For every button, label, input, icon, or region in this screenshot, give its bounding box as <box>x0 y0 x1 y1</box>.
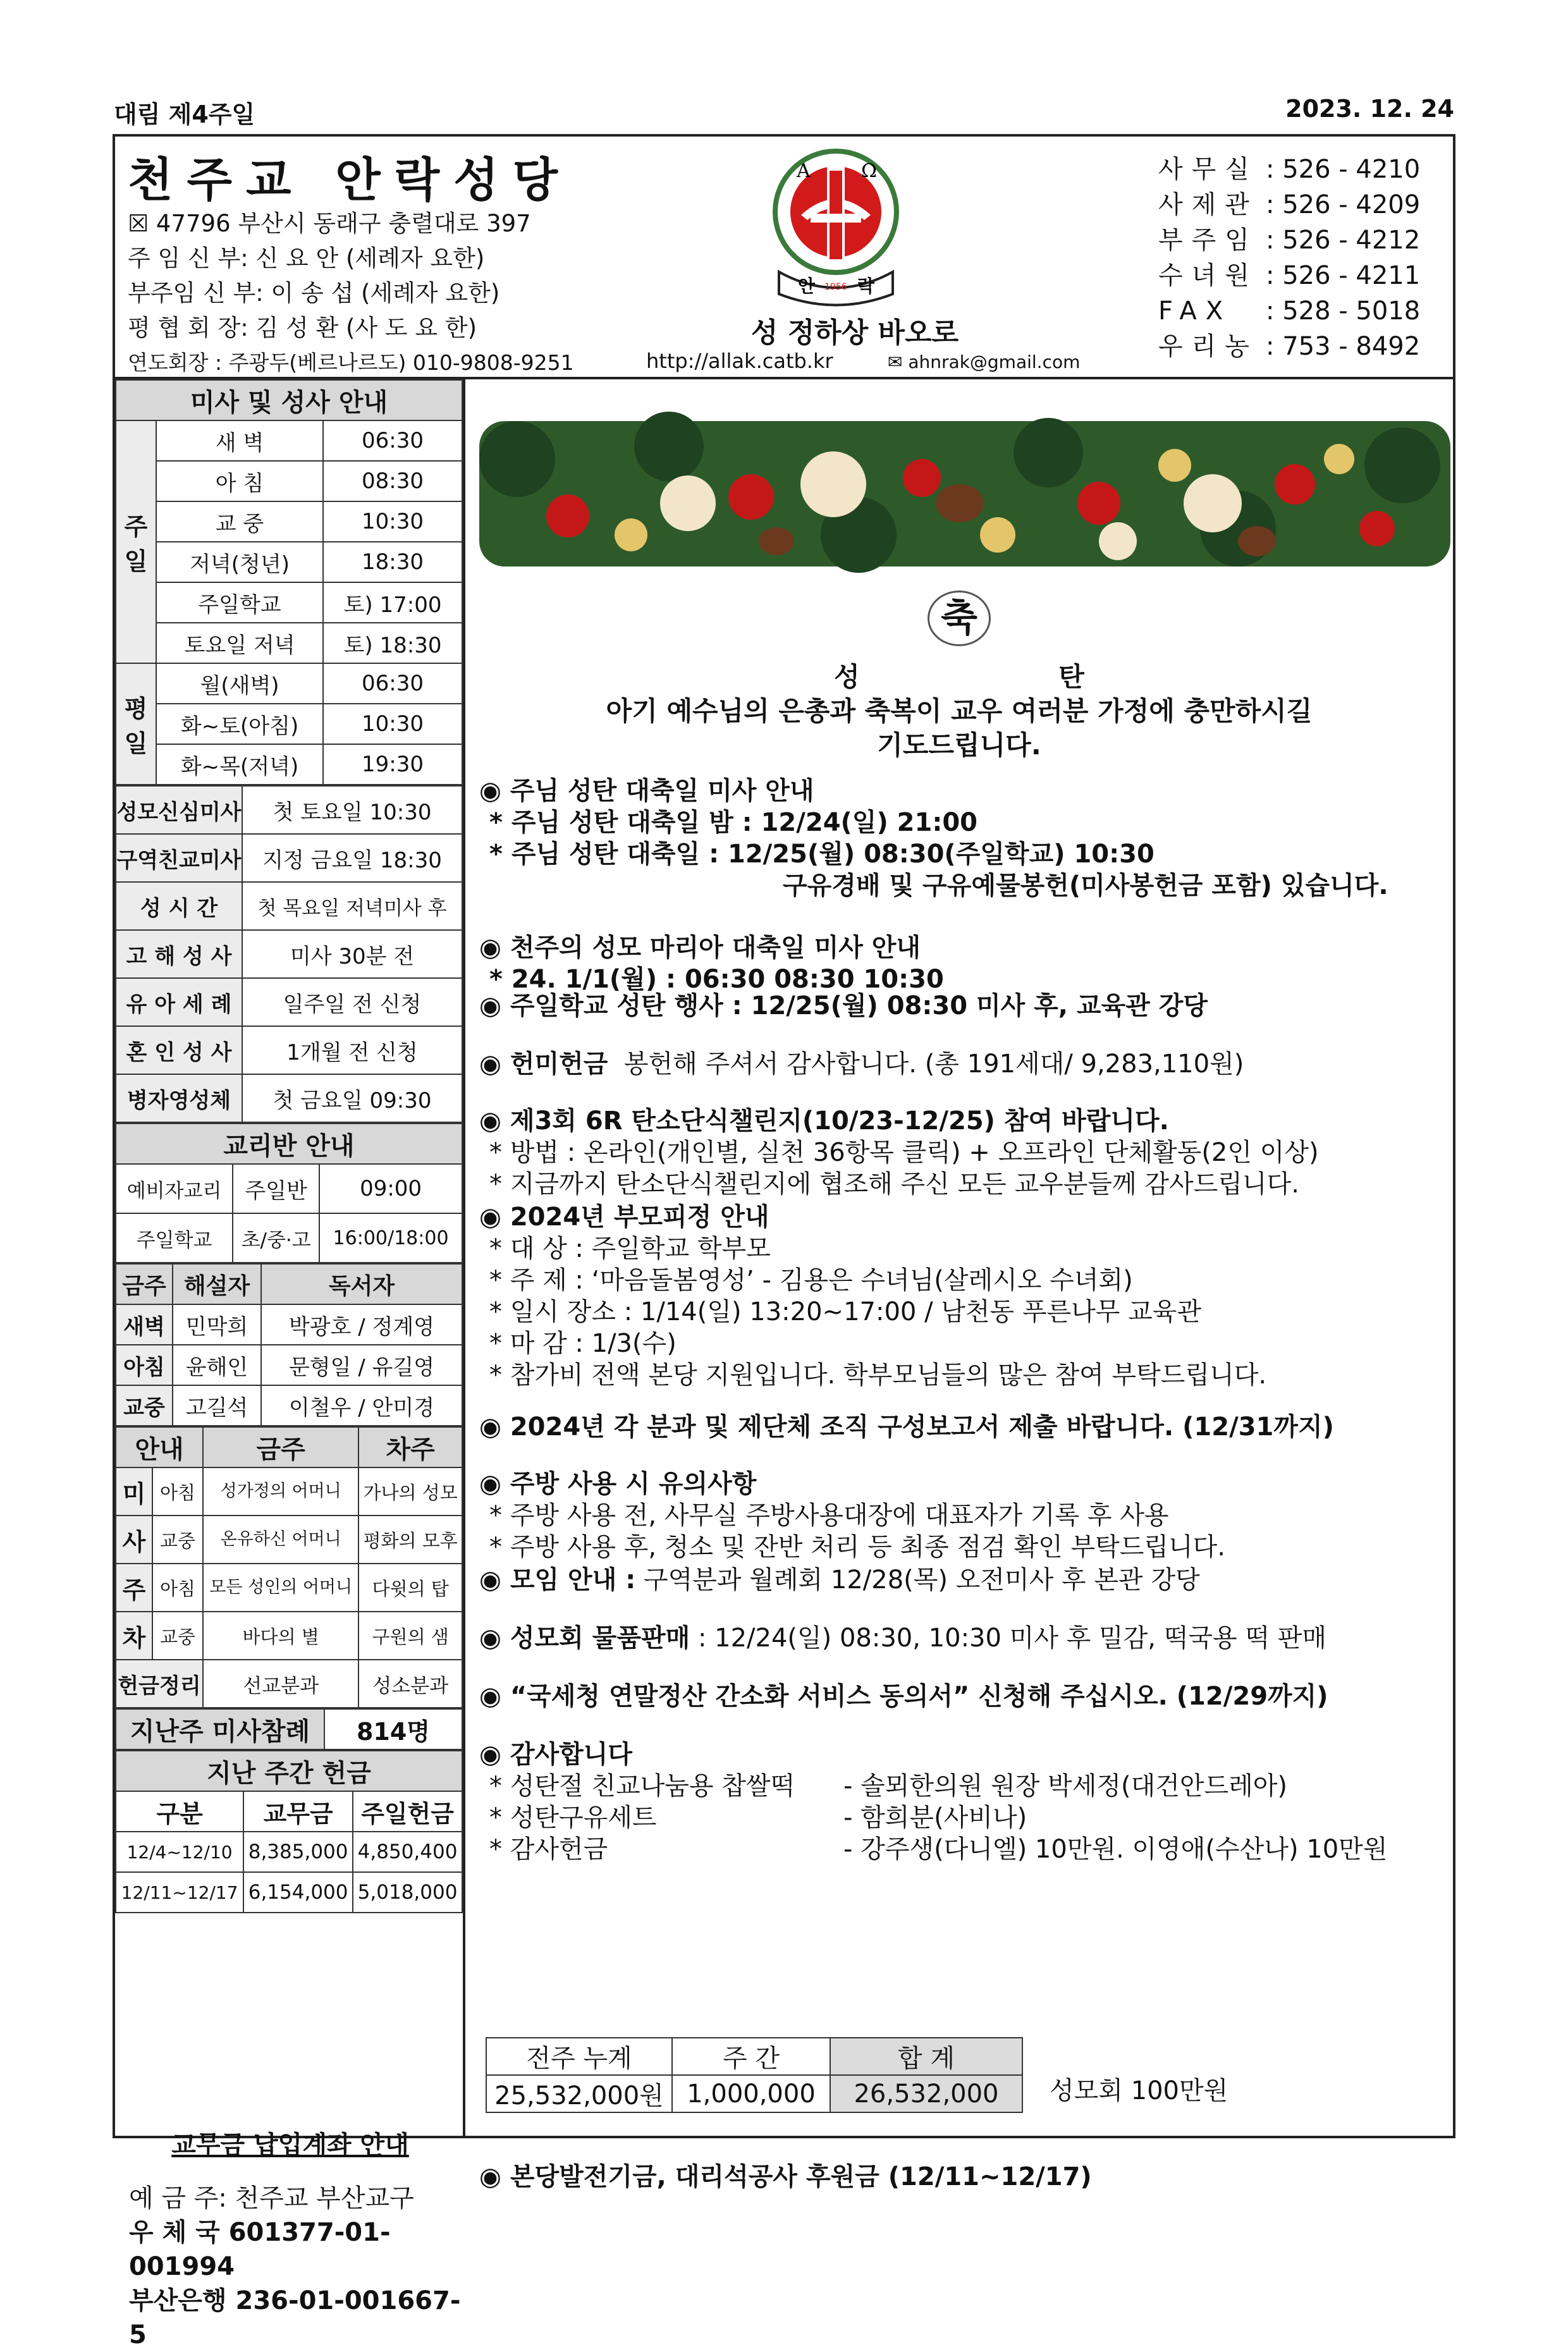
website-link[interactable]: http://allak.catb.kr <box>646 349 833 373</box>
guide-next-week: 평화의 모후 <box>358 1516 462 1564</box>
donation-table <box>486 2037 1023 2113</box>
logo-an: 안 <box>798 276 816 297</box>
class-time: 09:00 <box>319 1164 462 1213</box>
greeting-line-2: 기도드립니다. <box>877 730 1041 761</box>
busan-bank-account: 부산은행 236-01-001667-5 <box>129 2286 461 2349</box>
readers-header: 금주 <box>116 1264 173 1304</box>
phone-label: FAX <box>1158 297 1232 326</box>
sacrament-name: 병자영성체 <box>116 1074 242 1122</box>
notice-org-report: ◉ 2024년 각 분과 및 제단체 조직 구성보고서 제출 바랍니다. (12/31까지) <box>479 1412 1334 1442</box>
sacrament-name: 고 해 성 사 <box>116 930 242 978</box>
mass-schedule-title: 미사 및 성사 안내 <box>116 380 462 420</box>
notice-tax-service: ◉ “국세청 연말정산 간소화 서비스 동의서” 신청해 주십시오. (12/29까지) <box>479 1682 1328 1711</box>
donation-total: 26,532,000 <box>830 2075 1022 2112</box>
guide-header: 안내 <box>116 1427 203 1467</box>
counting-next-week: 성소분과 <box>358 1660 462 1708</box>
address: ☒ 47796 부산시 동래구 충렬대로 397 <box>128 210 531 237</box>
guide-slot: 교중 <box>152 1516 203 1564</box>
sacrament-time: 1개월 전 신청 <box>242 1026 462 1074</box>
guide-header: 차주 <box>358 1427 462 1467</box>
account-title: 교무금 납입계좌 안내 <box>171 2131 409 2160</box>
council-president-line: 평 협 회 장: 김 성 환 (사 도 요 한) <box>128 314 477 341</box>
attendance-table <box>115 1708 463 1750</box>
guide-cha: 차 <box>116 1612 152 1660</box>
assistant-pastor-line: 부주임 신 부: 이 송 섭 (세례자 요한) <box>128 279 500 307</box>
guide-next-week: 가나의 성모 <box>358 1467 462 1516</box>
guide-ju: 주 <box>116 1564 152 1612</box>
class-name: 주일학교 <box>116 1213 233 1263</box>
guide-this-week: 모든 성인의 어머니 <box>203 1564 358 1612</box>
bulletin-date: 2023. 12. 24 <box>1285 95 1454 123</box>
notice-parent-retreat: ◉ 2024년 부모피정 안내 * 대 상 : 주일학교 학부모 * 주 제 : ‘마음돌봄영성’ - 김용은 수녀님(살레시오 수녀회) * 일시 장소 : 1/14(일) 13:20~17:00 / 남천동 푸른나무 교육관 * 마 감 : 1/3(수) * 참가비 전액 본당 지원입니다. 학부모님들의 많은 참여 부탁드립니다. <box>479 1203 1267 1390</box>
class-group: 주일반 <box>233 1164 319 1213</box>
readers-header: 독서자 <box>261 1264 462 1304</box>
header <box>115 137 1453 379</box>
phone-label: 사제관 <box>1158 190 1258 219</box>
sacrament-name: 혼 인 성 사 <box>116 1026 242 1074</box>
sacrament-time: 첫 금요일 09:30 <box>242 1074 462 1122</box>
sidebar <box>115 379 465 2136</box>
guide-this-week: 바다의 별 <box>203 1612 358 1660</box>
phone-list <box>1158 152 1420 364</box>
mass-name: 화~목(저녁) <box>156 744 323 785</box>
offering-dues: 6,154,000 <box>243 1872 353 1913</box>
attendance-label: 지난주 미사참례 <box>116 1709 324 1749</box>
phone-number: : 526 - 4210 <box>1266 155 1421 184</box>
mass-time: 19:30 <box>323 744 462 785</box>
class-name: 예비자교리 <box>116 1164 233 1213</box>
counting-label: 헌금정리 <box>116 1660 203 1708</box>
parish-title: 천주교 안락성당 <box>128 153 572 207</box>
mass-name: 화~토(아침) <box>156 704 323 744</box>
notice-thanks: ◉ 감사합니다 * 성탄절 친교나눔용 찹쌀떡 - 솔뫼한의원 원장 박세정(대건안드레아) * 성탄구유세트 - 함희분(사비나) * 감사헌금 - 강주생(다니엘) 10만원. 이영애(수산나) 10만원 <box>479 1740 1388 1864</box>
class-time: 16:00/18:00 <box>319 1213 462 1263</box>
commentator: 민막희 <box>173 1304 261 1345</box>
guide-this-week: 온유하신 어머니 <box>203 1516 358 1564</box>
notice-building-fund: ◉ 본당발전기금, 대리석공사 후원금 (12/11~12/17) <box>479 2162 1092 2191</box>
guide-mi: 미 <box>116 1467 152 1516</box>
offering-sunday: 5,018,000 <box>353 1872 462 1913</box>
sacrament-name: 성모신심미사 <box>116 786 242 834</box>
guide-this-week: 성가정의 어머니 <box>203 1467 358 1516</box>
offering-period: 12/4~12/10 <box>116 1832 243 1872</box>
commentator: 윤해인 <box>173 1345 261 1385</box>
notice-mary-mass: ◉ 천주의 성모 마리아 대축일 미사 안내 * 24. 1/1(월) : 06:30 08:30 10:30 <box>479 933 944 994</box>
readers-header: 해설자 <box>173 1264 261 1304</box>
liturgical-week: 대림 제4주일 <box>114 101 255 128</box>
donation-note: 성모회 100만원 <box>1050 2076 1228 2105</box>
mass-name: 월(새벽) <box>156 663 323 704</box>
phone-number: : 753 - 8492 <box>1266 332 1421 361</box>
mass-slot: 새벽 <box>116 1304 173 1345</box>
christmas-garland-image <box>479 408 1450 579</box>
donation-weekly: 1,000,000 <box>672 2075 830 2112</box>
notice-sunday-school: ◉ 주일학교 성탄 행사 : 12/25(월) 08:30 미사 후, 교육관 강당 <box>479 991 1208 1020</box>
parish-logo <box>766 145 905 310</box>
account-holder: 예 금 주: 천주교 부산교구 <box>129 2184 414 2213</box>
notice-kitchen: ◉ 주방 사용 시 유의사항 * 주방 사용 전, 사무실 주방사용대장에 대표자가 기록 후 사용 * 주방 사용 후, 청소 및 잔반 처리 등 최종 점검 확인 부탁드립니다. <box>479 1469 1226 1562</box>
donation-cumulative: 25,532,000원 <box>486 2075 672 2112</box>
mass-name: 아 침 <box>156 461 323 501</box>
sacrament-time: 첫 토요일 10:30 <box>242 786 462 834</box>
mass-time: 06:30 <box>323 663 462 704</box>
offering-dues: 8,385,000 <box>243 1832 353 1872</box>
mass-time: 08:30 <box>323 461 462 501</box>
mass-time: 06:30 <box>323 420 462 461</box>
phone-label: 부주임 <box>1158 226 1258 255</box>
mass-time: 18:30 <box>323 542 462 582</box>
catechism-table <box>115 1123 463 1263</box>
post-office-account: 우 체 국 601377-01-001994 <box>129 2218 391 2281</box>
offering-period: 12/11~12/17 <box>116 1872 243 1913</box>
account-lines <box>115 2181 465 2352</box>
celebration-badge: 축 <box>465 588 1453 642</box>
account-info <box>115 2128 465 2172</box>
phone-label: 우리농 <box>1158 332 1258 361</box>
offering-header: 교무금 <box>243 1791 353 1832</box>
phone-number: : 526 - 4209 <box>1266 190 1421 219</box>
phone-label: 사무실 <box>1158 155 1258 184</box>
sacrament-time: 지정 금요일 18:30 <box>242 834 462 882</box>
pastor-line: 주 임 신 부: 신 요 안 (세례자 요한) <box>128 245 485 272</box>
mass-name: 교 중 <box>156 501 323 542</box>
guide-sa: 사 <box>116 1516 152 1564</box>
greeting-line-1: 아기 예수님의 은총과 축복이 교우 여러분 가정에 충만하시길 <box>606 695 1313 726</box>
guide-header: 금주 <box>203 1427 358 1467</box>
sacrament-time: 일주일 전 신청 <box>242 978 462 1026</box>
commentator: 고길석 <box>173 1385 261 1426</box>
mass-schedule-table <box>115 379 463 785</box>
notice-carbon-challenge: ◉ 제3회 6R 탄소단식챌린지(10/23-12/25) 참여 바랍니다. * 방법 : 온라인(개인별, 실천 36항목 클릭) + 오프라인 단체활동(2인 이상) * 지금까지 탄소단식챌린지에 협조해 주신 모든 교우분들께 감사드립니다. <box>479 1106 1319 1199</box>
logo-year: 1956 <box>824 282 847 292</box>
offering-sunday: 4,850,400 <box>353 1832 462 1872</box>
mass-time: 10:30 <box>323 501 462 542</box>
donation-header: 주 간 <box>672 2038 830 2075</box>
offering-title: 지난 주간 헌금 <box>116 1751 462 1791</box>
mass-time: 토) 17:00 <box>323 582 462 623</box>
catechism-title: 교리반 안내 <box>116 1124 462 1164</box>
bulletin-frame <box>113 134 1455 2349</box>
phone-number: : 528 - 5018 <box>1266 297 1421 326</box>
guide-slot: 아침 <box>152 1467 203 1516</box>
phone-number: : 526 - 4211 <box>1266 261 1421 290</box>
notice-christmas-mass: ◉ 주님 성탄 대축일 미사 안내 * 주님 성탄 대축일 밤 : 12/24(일) 21:00 * 주님 성탄 대축일 : 12/25(월) 08:30(주일학교) 10:30 구유경배 및 구유예물봉헌(미사봉헌금 포함) 있습니다. <box>479 776 1388 900</box>
guide-slot: 교중 <box>152 1612 203 1660</box>
notice-meeting: ◉ 모임 안내 : 구역분과 월례회 12/28(목) 오전미사 후 본관 강당 <box>479 1565 1200 1595</box>
sacrament-name: 성 시 간 <box>116 882 242 930</box>
logo-alpha: A <box>797 160 811 182</box>
guide-next-week: 다윗의 탑 <box>358 1564 462 1612</box>
sacrament-name: 유 아 세 례 <box>116 978 242 1026</box>
sacrament-name: 구역친교미사 <box>116 834 242 882</box>
readers-table <box>115 1263 463 1426</box>
mass-slot: 아침 <box>116 1345 173 1385</box>
notice-rice-offering: ◉ 헌미헌금 봉헌해 주셔서 감사합니다. (총 191세대/ 9,283,110원) <box>479 1050 1244 1079</box>
sacrament-time: 첫 목요일 저녁미사 후 <box>242 882 462 930</box>
class-group: 초/중·고 <box>233 1213 319 1263</box>
prayer-leader-line: 연도회장 : 주광두(베르나르도) 010-9808-9251 <box>128 350 574 375</box>
mass-name: 토요일 저녁 <box>156 623 323 663</box>
donation-header: 합 계 <box>830 2038 1022 2075</box>
counting-this-week: 선교분과 <box>203 1660 358 1708</box>
guide-table <box>115 1426 463 1708</box>
lectors: 박광호 / 정계영 <box>261 1304 462 1345</box>
weekday-label: 평일 <box>116 663 156 785</box>
mass-name: 주일학교 <box>156 582 323 623</box>
logo-omega: Ω <box>861 160 877 182</box>
notice-sale: ◉ 성모회 물품판매 : 12/24(일) 08:30, 10:30 미사 후 밀감, 떡국용 떡 판매 <box>479 1624 1327 1653</box>
mass-name: 저녁(청년) <box>156 542 323 582</box>
phone-number: : 526 - 4212 <box>1266 226 1421 255</box>
mass-time: 10:30 <box>323 704 462 744</box>
offering-header: 구분 <box>116 1791 243 1832</box>
attendance-value: 814명 <box>324 1709 462 1749</box>
logo-rak: 락 <box>857 276 875 297</box>
donation-header: 전주 누계 <box>486 2038 672 2075</box>
guide-next-week: 구원의 샘 <box>358 1612 462 1660</box>
lectors: 이철우 / 안미경 <box>261 1385 462 1426</box>
mass-slot: 교중 <box>116 1385 173 1426</box>
mass-time: 토) 18:30 <box>323 623 462 663</box>
mail-icon: ✉ <box>888 352 909 372</box>
lectors: 문형일 / 유길영 <box>261 1345 462 1385</box>
main-content <box>465 379 1453 2191</box>
patron-saint: 성 정하상 바오로 <box>750 317 959 349</box>
offering-header: 주일헌금 <box>353 1791 462 1832</box>
offering-table <box>115 1750 463 1913</box>
phone-label: 수녀원 <box>1158 261 1258 290</box>
sacrament-table <box>115 785 463 1123</box>
sunday-label: 주일 <box>116 420 156 663</box>
christmas-title: 성 탄 <box>834 661 1179 692</box>
sacrament-time: 미사 30분 전 <box>242 930 462 978</box>
guide-slot: 아침 <box>152 1564 203 1612</box>
mass-name: 새 벽 <box>156 420 323 461</box>
email-link[interactable]: ✉ ahnrak@gmail.com <box>888 352 1081 372</box>
